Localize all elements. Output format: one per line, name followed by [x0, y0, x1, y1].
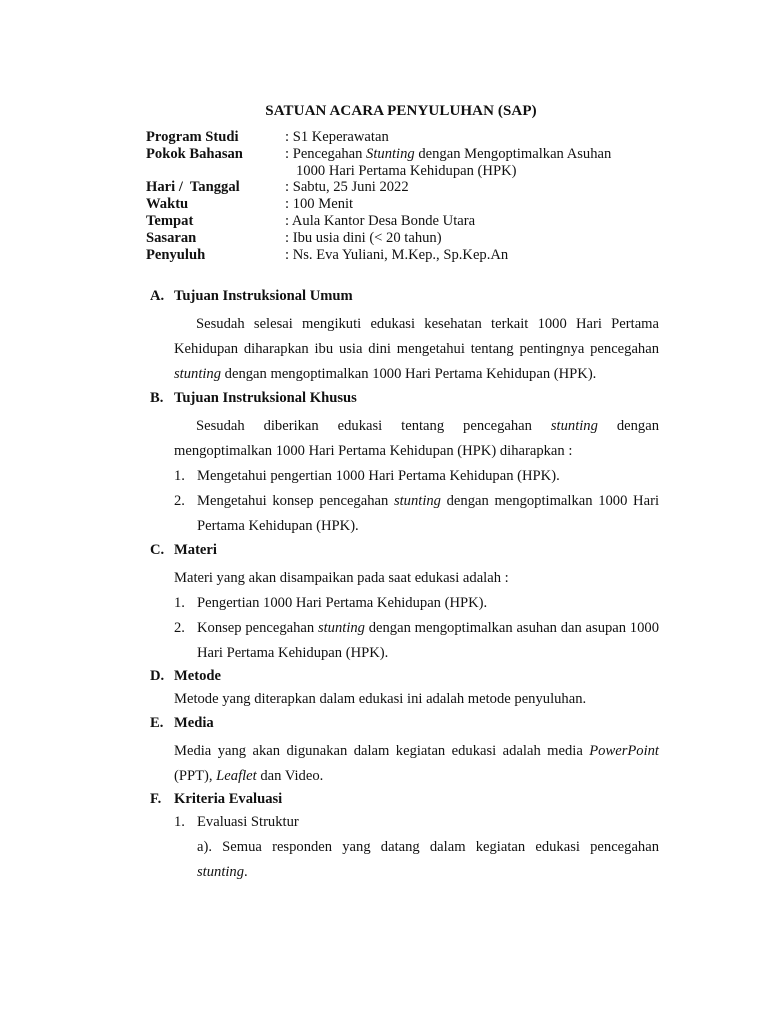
paragraph-text: Sesudah selesai mengikuti edukasi kesehatan terkait 1000 Hari Pertama Kehidupan diharapkan ibu usia dini mengetahui tentang pentingnya pencegahan [174, 316, 659, 358]
section-letter: F. [150, 791, 162, 808]
info-value: : Aula Kantor Desa Bonde Utara [285, 212, 476, 229]
info-row-program-studi [146, 129, 706, 146]
info-label: Program Studi [146, 129, 239, 145]
section-c-paragraph: Materi yang akan disampaikan pada saat edukasi adalah : [174, 569, 509, 586]
paragraph-text: Sesudah diberikan edukasi tentang pencegahan [196, 417, 551, 434]
sub-item-text: . [244, 864, 248, 881]
paragraph-text: dengan mengoptimalkan 1000 Hari Pertama Kehidupan (HPK). [221, 366, 597, 383]
info-value-continuation: 1000 Hari Pertama Kehidupan (HPK) [296, 162, 517, 179]
section-letter: B. [150, 389, 164, 406]
info-label: Penyuluh [146, 246, 206, 263]
info-row-hari-tanggal [146, 179, 706, 196]
list-number: 1. [174, 814, 185, 831]
section-heading-b [150, 388, 659, 409]
section-letter: C. [150, 541, 165, 558]
info-label: Waktu [146, 196, 189, 213]
section-heading-d [150, 666, 659, 687]
section-letter: E. [150, 714, 164, 731]
list-item [174, 810, 659, 835]
sub-item-italic: stunting [197, 864, 245, 881]
section-d-paragraph: Metode yang diterapkan dalam edukasi ini adalah metode penyuluhan. [174, 691, 587, 708]
list-text-part: dengan mengoptimalkan asuhan dan asupan 1000 Hari Pertama Kehidupan (HPK). [197, 620, 659, 662]
section-title: Kriteria Evaluasi [174, 791, 283, 808]
list-number: 2. [174, 620, 185, 637]
section-b-paragraph [174, 414, 659, 464]
section-title: Media [174, 714, 214, 731]
sub-item-text: a). Semua responden yang datang dalam kegiatan edukasi pencegahan [197, 839, 659, 856]
list-text [197, 616, 659, 666]
section-letter: A. [150, 288, 165, 304]
info-value: : S1 Keperawatan [285, 129, 389, 145]
section-a-paragraph [174, 312, 659, 388]
section-heading-f [150, 789, 659, 810]
info-row-tempat [146, 213, 706, 230]
info-label: Hari / Tanggal [146, 179, 240, 196]
section-e-paragraph [174, 739, 659, 789]
info-label: Sasaran [146, 229, 197, 246]
section-title: Metode [174, 668, 222, 685]
list-text-part: Konsep pencegahan [197, 620, 318, 637]
paragraph-text: dan Video. [256, 767, 324, 784]
paragraph-text: (PPT), [174, 767, 217, 784]
list-item [174, 489, 659, 539]
info-value: : 100 Menit [285, 196, 354, 213]
section-letter: D. [150, 668, 165, 685]
list-text-part: Mengetahui konsep pencegahan [197, 493, 394, 510]
paragraph-italic: PowerPoint [589, 742, 659, 759]
info-value: : Sabtu, 25 Juni 2022 [285, 179, 409, 196]
list-number: 2. [174, 493, 185, 510]
list-text: Pengertian 1000 Hari Pertama Kehidupan (HPK). [197, 594, 488, 611]
document-title: SATUAN ACARA PENYULUHAN (SAP) [265, 103, 537, 119]
list-text: Mengetahui pengertian 1000 Hari Pertama Kehidupan (HPK). [197, 468, 560, 485]
list-item [174, 616, 659, 666]
info-value-italic: Stunting [366, 145, 415, 162]
list-number: 1. [174, 594, 185, 611]
paragraph-italic: Leaflet [216, 767, 257, 784]
list-text-italic: stunting [393, 493, 441, 510]
list-text-italic: stunting [317, 620, 365, 637]
info-block [146, 129, 706, 263]
section-title: Tujuan Instruksional Umum [174, 288, 353, 304]
section-heading-c [150, 540, 659, 561]
info-row-pokok-bahasan [146, 146, 706, 180]
sub-list-item [197, 835, 659, 885]
info-row-sasaran [146, 230, 706, 247]
info-value-text: dengan Mengoptimalkan Asuhan [414, 145, 612, 162]
section-heading-a [150, 286, 659, 307]
list-text-part: dengan mengoptimalkan 1000 Hari Pertama Kehidupan (HPK). [197, 493, 659, 535]
section-title: Tujuan Instruksional Khusus [174, 389, 357, 406]
paragraph-italic: stunting [550, 417, 598, 434]
list-number: 1. [174, 468, 185, 485]
paragraph-italic: stunting [174, 366, 222, 383]
info-value [285, 146, 706, 180]
section-title: Materi [174, 541, 217, 558]
info-row-penyuluh [146, 247, 706, 264]
info-value-text: : Pencegahan [285, 145, 367, 162]
info-row-waktu [146, 196, 706, 213]
list-item [174, 591, 659, 616]
info-label: Tempat [146, 212, 194, 229]
info-label: Pokok Bahasan [146, 145, 243, 162]
paragraph-text: dengan mengoptimalkan 1000 Hari Pertama Kehidupan (HPK) diharapkan : [174, 417, 659, 459]
list-text: Evaluasi Struktur [197, 814, 299, 831]
document-body [150, 286, 659, 886]
paragraph-text: Media yang akan digunakan dalam kegiatan edukasi adalah media [174, 742, 590, 759]
list-item [174, 464, 659, 489]
info-value: : Ns. Eva Yuliani, M.Kep., Sp.Kep.An [285, 246, 509, 263]
list-text [197, 489, 659, 539]
info-value: : Ibu usia dini (< 20 tahun) [285, 229, 442, 246]
section-heading-e [150, 713, 659, 734]
